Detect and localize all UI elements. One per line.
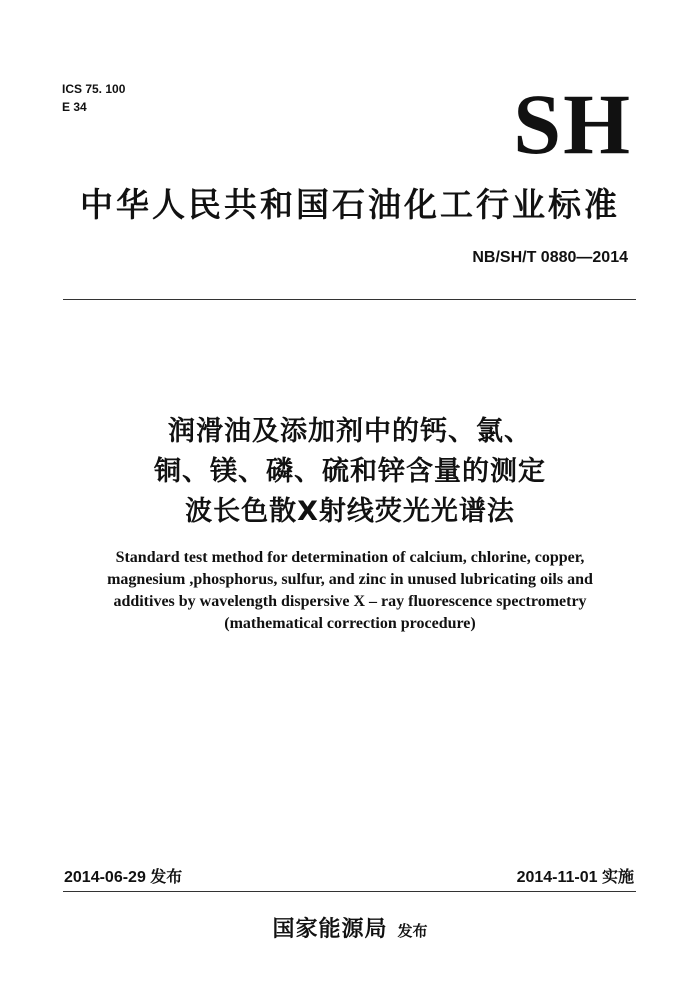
ics-code: ICS 75. 100	[62, 82, 126, 96]
issuer-name: 国家能源局	[272, 917, 388, 942]
english-title-line-3: additives by wavelength dispersive X – ray fluorescence spectrometry	[113, 593, 587, 610]
english-title-line-1: Standard test method for determination of calcium, chlorine, copper,	[115, 549, 585, 566]
organization-title: 中华人民共和国石油化工行业标准	[80, 185, 620, 224]
sh-logo: SH	[513, 76, 632, 172]
publish-date: 2014-06-29 发布	[64, 869, 183, 886]
implement-date: 2014-11-01 实施	[516, 869, 634, 886]
issuer	[0, 912, 700, 943]
chinese-title	[60, 412, 640, 532]
category-code: E 34	[62, 100, 87, 114]
english-title-line-2: magnesium ,phosphorus, sulfur, and zinc in unused lubricating oils and	[107, 571, 593, 588]
english-title	[55, 547, 645, 635]
english-title-line-4: (mathematical correction procedure)	[224, 615, 476, 632]
chinese-title-line-3: 波长色散X射线荧光光谱法	[185, 496, 515, 527]
chinese-title-line-2: 铜、镁、磷、硫和锌含量的测定	[154, 456, 546, 487]
standard-code: NB/SH/T 0880—2014	[472, 249, 628, 266]
chinese-title-line-1: 润滑油及添加剂中的钙、氯、	[168, 416, 532, 447]
footer-divider	[63, 891, 636, 892]
issue-action: 发布	[397, 922, 428, 940]
header-divider	[63, 299, 636, 300]
